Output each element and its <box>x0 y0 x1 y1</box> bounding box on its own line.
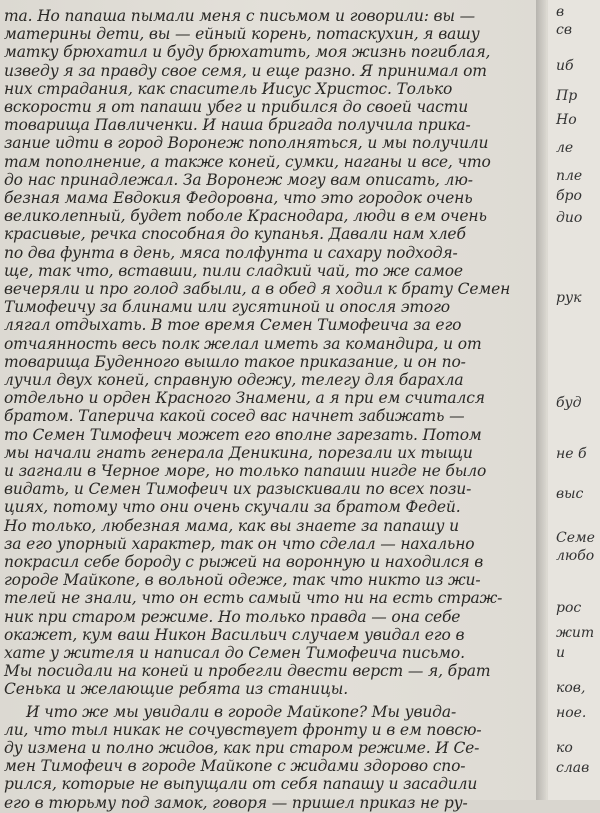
text-line: великолепный, будет поболе Краснодара, люди в ем очень <box>4 207 487 226</box>
text-line: и загнали в Черное море, но только папаши нигде не было <box>4 462 487 480</box>
right-page-fragment: св <box>556 22 572 38</box>
text-line: Сенька и желающие ребята из станицы. <box>4 680 348 699</box>
right-page-fragment: рос <box>556 600 582 616</box>
right-page-fragment: жит <box>556 625 595 641</box>
text-line: изведу я за правду свое семя, и еще разно. Я принимал от <box>4 61 487 80</box>
right-page-fragment: бро <box>556 188 582 204</box>
text-line: по два фунта в день, мяса полфунта и сахару подходя- <box>4 243 458 262</box>
text-line: Мы посидали на коней и пробегли двести верст — я, брат <box>4 662 491 681</box>
text-line: мен Тимофеич в городе Майкопе с жидами здорово спо- <box>4 757 466 776</box>
text-line: окажет, кум ваш Никон Васильич случаем увидал его в <box>4 625 465 644</box>
text-line: там пополнение, а также коней, сумки, наганы и все, что <box>4 152 491 171</box>
right-page-fragment: буд <box>556 395 582 411</box>
text-line: И что же мы увидали в городе Майкопе? Мы увида- <box>26 702 457 721</box>
right-page-fragment: ко <box>556 740 573 756</box>
right-page-fragment: не б <box>556 446 587 462</box>
text-line: ли, что тыл никак не сочувствует фронту и в ем повсю- <box>4 720 482 739</box>
right-page-fragment: Пр <box>556 88 578 104</box>
text-line: товарища Павличенки. И наша бригада получила прика- <box>4 116 471 135</box>
right-page-fragment: любо <box>556 548 595 564</box>
text-line: мы начали гнать генерала Деникина, порезали их тыщи <box>4 443 473 462</box>
right-page-fragment: и <box>556 645 566 661</box>
text-line: ник при старом режиме. Но только правда — она себе <box>4 607 461 626</box>
text-line: телей не знали, что он есть самый что ни на есть страж- <box>4 589 503 608</box>
text-line: то Семен Тимофеич может его вполне зарезать. Потом <box>4 425 482 444</box>
text-line: отдельно и орден Красного Знамени, а я при ем считался <box>4 389 485 408</box>
text-line: красивые, речка способная до купанья. Давали нам хлеб <box>4 225 466 244</box>
book-gutter <box>536 0 546 800</box>
text-line: до нас принадлежал. За Воронеж могу вам описать, лю- <box>4 170 473 189</box>
right-page-fragment: иб <box>556 58 574 74</box>
text-line: них страдания, как спаситель Иисус Христос. Только <box>4 79 453 98</box>
text-line: за его упорный характер, так он что сделал — нахально <box>4 534 475 553</box>
right-page-fragment: Семе <box>556 530 595 546</box>
text-line: Тимофеичу за блинами или гусятиной и опосля этого <box>4 298 450 317</box>
text-line: ду измена и полно жидов, как при старом режиме. И Се- <box>4 739 480 757</box>
text-line: городе Майкопе, в вольной одеже, так что никто из жи- <box>4 571 481 590</box>
text-line: циях, потому что они очень скучали за братом Федей. <box>4 498 461 517</box>
right-page-fragment: в <box>556 4 565 20</box>
text-line: лучил двух коней, справную одежу, телегу для барахла <box>4 371 464 389</box>
text-line: хате у жителя и написал до Семен Тимофеича письмо. <box>4 644 465 662</box>
text-line: Но только, любезная мама, как вы знаете за папашу и <box>4 516 459 535</box>
text-line: покрасил себе бороду с рыжей на воронную и находился в <box>4 553 484 571</box>
left-page-text <box>4 0 534 812</box>
text-line: материны дети, вы — ейный корень, потаскухин, я вашу <box>4 25 480 44</box>
right-page-fragment: Но <box>556 112 577 128</box>
text-line: отчаянность весь полк желал иметь за командира, и от <box>4 334 482 353</box>
right-page-fragment: слав <box>556 760 590 776</box>
right-page-fragment: пле <box>556 168 583 184</box>
text-line: его в тюрьму под замок, говоря — пришел приказ не ру- <box>4 793 468 812</box>
right-page-fragment: ное. <box>556 705 587 721</box>
text-line: матку брюхатил и буду брюхатить, моя жизнь погиблая, <box>4 43 491 62</box>
text-line: лягал отдыхать. В тое время Семен Тимофеича за его <box>4 316 462 335</box>
text-line: безная мама Евдокия Федоровна, что это городок очень <box>4 189 473 207</box>
text-line: зание идти в город Воронеж пополняться, и мы получили <box>4 134 489 153</box>
text-line: братом. Таперича какой сосед вас начнет забижать — <box>4 407 465 426</box>
text-line: рился, которые не выпущали от себя папашу и засадили <box>4 775 478 794</box>
right-page-fragment: дио <box>556 210 583 226</box>
text-line: вскорости я от папаши убег и прибился до своей части <box>4 98 469 116</box>
text-line: вечеряли и про голод забыли, а в обед я ходил к брату Семен <box>4 280 511 298</box>
text-line: та. Но папаша пымали меня с письмом и говорили: вы — <box>4 7 476 25</box>
right-page-fragment: ле <box>556 140 574 156</box>
right-page-fragment: ков, <box>556 680 586 696</box>
text-line: ще, так что, вставши, пили сладкий чай, то же самое <box>4 261 463 280</box>
text-line: товарища Буденного вышло такое приказание, и он по- <box>4 352 466 371</box>
right-page-fragment: рук <box>556 290 582 306</box>
text-line: видать, и Семен Тимофеич их разыскивали по всех пози- <box>4 480 472 499</box>
right-page-fragment: выс <box>556 486 584 502</box>
